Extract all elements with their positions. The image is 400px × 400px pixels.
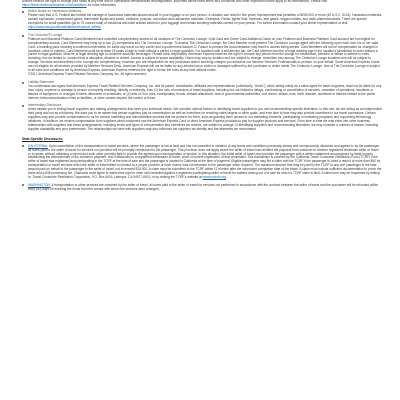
- copyright-note: ©2017 American Express Travel Related Services Company, Inc. All rights reserved.: [28, 72, 147, 76]
- section-body: Amex assists you in finding travel suppliers and making arrangements that meet your individual needs. We consider various factors in identifying travel suppliers to you and recommending specific itineraries. In this role, we are acting as an independent third party and not as a fiduciary. We want you to be aware that certain suppliers pay us commissions as well as incentives for reaching sales targets or other goals, and from time to time may also provide incentives to our travel counselors. Certain suppliers may also provide compensation to us for various marketing and administrative services that we perform for them, such as granting them access to our marketing channels, participating in marketing programs and supporting technology initiatives. In addition, we receive compensation from suppliers when customers use the American Express Card or other American Express products to pay for supplier products and services. From time to time we may enter into other business relationships with suppliers and these arrangements, including levels and types of compensation and incentives we receive, are subject to change. In identifying suppliers and recommending itineraries, we may consider a number of factors, including supplier availability and your preferences. The relationships we have with suppliers may also influence the suppliers we identify and the itineraries we recommend.: [28, 107, 382, 131]
- section-body: You understand and agree that American Express Travel Related Services Company, Inc. and its parent, subsidiaries, affiliates and representatives (collectively, "Amex"), when acting solely as a sales agent for travel suppliers, shall not be liable for any loss, injury, expense or damage to person or property resulting, directly or indirectly, from (1) the acts of omissions of travel suppliers, including but not limited to delays, overbooking or cancellation of services, cessation of operations, accidents or failures of equipment, or changes in fares, itineraries or schedules; or (2) acts of God, fires, earthquakes, floods, climatic alterations, acts of governmental authorities, civil unrest, strikes, riots, theft, disease, accidents or failures related to the public internet, telecommunications lines or facilities, or other causes beyond the control of Amex.: [28, 83, 382, 100]
- section-body-text: Please note that U.S. Federal law forbids the carriage of hazardous materials aboard aircraft in your luggage or on your person. A violation can result in five years' imprisonment and penalties of $250,000 or more (49 U.S.C. 5124). Hazardous materials include explosives, compressed gases, flammable liquids and solids, oxidizers, poisons, corrosives and radioactive materials. Examples: Paints, lighter fluid, fireworks, tear gases, oxygen bottles, and radio-pharmaceuticals. There are special exceptions for small quantities (up to 70 ounces total) of medicinal and toilet articles carried in your luggage and certain smoking materials carried on your person. For further information contact your airline representative or visit: [28, 13, 382, 26]
- state-body: [28, 145, 382, 180]
- bullet-icon: [22, 11, 24, 13]
- bullet-icon: [22, 184, 24, 186]
- state-disclosures-title: State-Specific Disclosures:: [22, 136, 64, 141]
- intro-paragraph: [22, 0, 382, 8]
- state-label-california: CALIFORNIA:: [28, 143, 49, 148]
- bullet-icon: [22, 35, 24, 37]
- bullet-icon: [22, 105, 24, 107]
- intro-text: Airlines reserve the right to change your seats at any time due to operational needs/aircraft reconfiguration. Important airline ticket terms and conditions and other important notices apply to all reservations. Please visit: [22, 0, 327, 3]
- tcrf-website-link[interactable]: www.tcrcinfo.org: [202, 174, 227, 179]
- bullet-icon: [22, 145, 24, 147]
- intermediary-section: [22, 104, 382, 131]
- section-heading: The Centurion® Lounge: [28, 32, 63, 37]
- state-body-tail: .: [226, 174, 227, 179]
- bullet-icon: [22, 82, 24, 84]
- california-section: [22, 145, 382, 180]
- washington-section: [22, 184, 382, 192]
- section-heading: Intermediary Disclosure: [28, 103, 62, 108]
- liability-section: [22, 81, 382, 101]
- hazmat-section: [22, 10, 382, 30]
- conditions-link[interactable]: https://travel.americanexpress.com/conditions: [22, 2, 87, 7]
- state-label-washington: WASHINGTON:: [28, 182, 51, 187]
- section-body: [28, 14, 382, 30]
- section-heading: Liability Statement: [28, 79, 55, 84]
- state-body-text: Upon cancellation of the transportation or travel services, where the passenger is not at fault and has not cancelled in violation of any terms and conditions previously clearly and conspicuously disclosed and agreed to by the passenger, all sums paid to the seller of travel for services not provided will be promptly reimbursed to the passenger. This provision does not apply where the seller of travel has remitted the payment from customer to another registered wholesale seller of travel or a carrier, without obtaining a refund and such other provider fails to provide the agreed-upon transportation or service. In this situation, the initial seller of travel must provide the passenger with a written statement accompanied by bank records establishing the disbursement of the customer payment, and if disbursed to a registered wholesaler of travel, proof of current registration of that wholesaler. This transaction is covered by the California Travel Consumer Restitution Fund (TCRF) if the seller of travel was registered and participating in the TCRF at the time of sale and the passenger is located in California at the time of payment. Eligible passengers may file a claim with the TCRF if the passenger is owed a refund of more than $50 for transportation or travel services which the seller of travel failed to forward to a proper provider or such money was not refunded to the passenger when required. The maximum amount that may be paid by the TCRF to any one passenger is the total amount paid on behalf of the passenger to the seller of travel, not to exceed $15,000. A claim must be submitted to the TCRF within 12 months after the scheduled completion date of the travel. A claim must include sufficient documentation to prove the claim and a $35 processing fee. Claimants must agree to waive their right to other civil remedies against a registered participating seller of travel for matters arising out of a sale for which a TCRF claim is filed. A claim form may be requested by writing to: Travel Consumer Restitution Corporation, P.O. Box 6001; Larkspur, CA 94977-6001; or by visiting the TCRF's website at: [28, 143, 382, 179]
- faa-hazmat-link[interactable]: https://www.faa.gov/about/initiatives/hazmat_safety/: [28, 25, 101, 30]
- state-body-text: If transportation or other services are canceled by the seller of travel, all sums paid to the seller of travel for services not performed in accordance with the contract between the seller of travel and the purchaser will be refunded within thirty (30) days of receiving the funds from the vendor with whom the services were arranged,: [28, 182, 379, 191]
- state-body: [28, 184, 382, 192]
- section-heading: Airline Notice on Hazardous Materials: [28, 9, 82, 14]
- section-body: Platinum and Business Platinum Card Members have unlimited complimentary access to all locations of The Centurion Lounge. Gold Card and Green Card Additional Cards on your Platinum and Business Platinum Card account are not eligible for complimentary access. Card Members may bring up to two (2) companions into The Centurion Lounge. To access The Centurion Lounge, the Card Member must present The Centurion Lounge agent with the following upon each visit: his or her valid Card, a boarding pass showing a confirmed reservation for same-day travel on any carrier and a government-issued I.D. Failure to present the documentation may result in access being denied. Card Members will not be compensated for changes in locations, rates or policies. Card Members must be at least 18 years of age to enter without a parent or legal guardian. For locations with a self-service bar, the Card Member must be of legal drinking age in the location's jurisdiction to enter without a parent or legal guardian. Must be of legal drinking age to consume alcoholic beverages. Please drink responsibly. American Express reserves the right to remove any person from the lounge for misconduct, behavior or failure to adhere to rules, including, but not limited to, conduct that is disruptive, abusive or violent. Access is subject to space availability. Hours may vary by location and are subject to change. Amenities vary among The Centurion Lounge locations and will be subject to change. Services and amenities in the Lounge are complimentary; however, you are responsible for any purchases and/or servicing charges you authorize our Member Services Professionals to perform on your behalf. Some American Express Cards are not eligible for all services provided by Member Services Desk. American Express will not be liable for any articles lost or stolen or damages suffered by the purchaser or visitor inside The Centurion Lounge. Use of The Centurion Lounge is subject to all rules and conditions set by American Express. American Express reserves the right to revise the rules at any time without notice.: [28, 36, 380, 73]
- intro-tail: for more information.: [87, 2, 117, 7]
- section-body-tail: .: [101, 25, 102, 30]
- centurion-lounge-section: [22, 34, 382, 77]
